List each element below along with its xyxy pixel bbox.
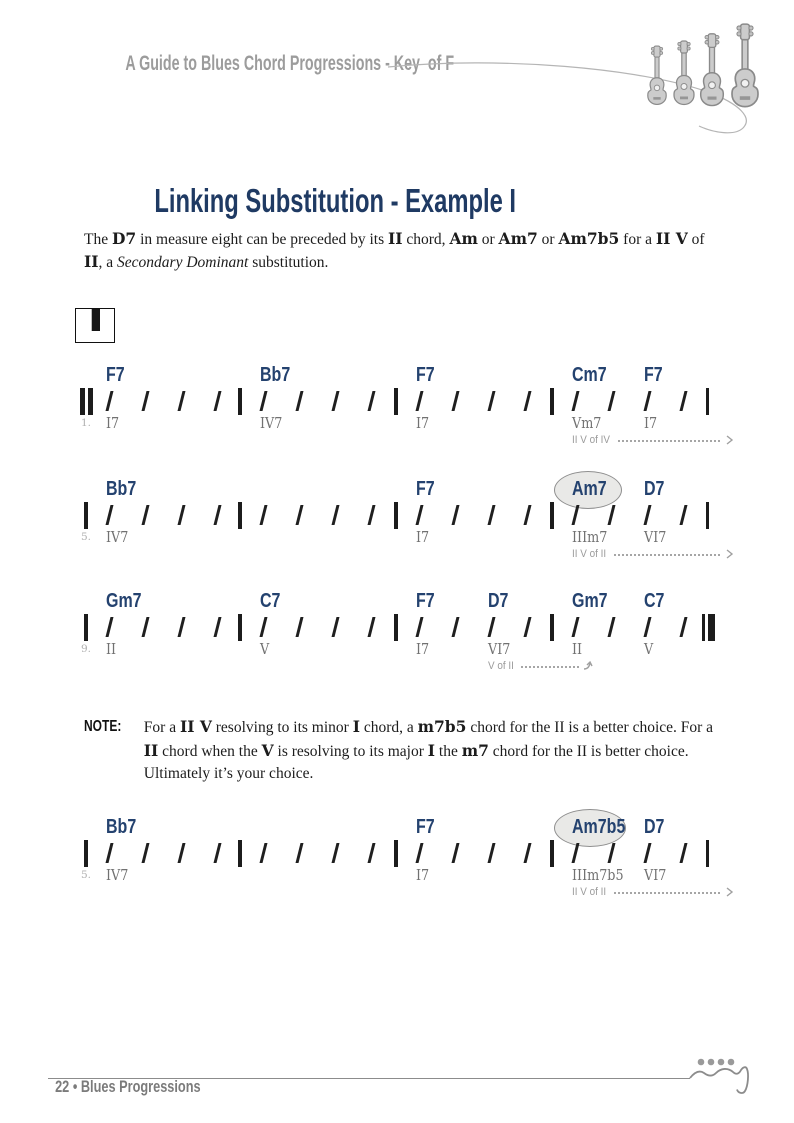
chord-row [80, 816, 728, 839]
beat-slash [680, 617, 688, 637]
beat-slash [142, 617, 150, 637]
chord-system-measures-5-8 [80, 478, 728, 566]
barline [238, 840, 242, 867]
beat-slash [296, 391, 304, 411]
text-segment: , a [98, 254, 118, 271]
barline [394, 614, 398, 641]
note-block [84, 716, 720, 786]
chord-label: D7 [488, 590, 509, 612]
beat-slash [332, 617, 340, 637]
beat-slash [416, 391, 424, 411]
roman-numeral-label: V [260, 640, 270, 658]
roman-numeral-label: I7 [416, 528, 430, 546]
roman-numeral-label: IIIm7 [572, 528, 608, 546]
final-thin-barline [702, 614, 705, 641]
beat-slash [608, 617, 616, 637]
footer-dot [728, 1059, 735, 1066]
footer-dot [698, 1059, 705, 1066]
text-segment: Am [449, 229, 478, 248]
text-segment: chord, a [359, 719, 418, 736]
beat-slash [680, 391, 688, 411]
beat-slash [106, 391, 114, 411]
text-segment: resolving to its minor [211, 719, 353, 736]
chord-label: C7 [260, 590, 281, 612]
footer-page-number: 22 [55, 1077, 70, 1096]
chord-label: F7 [416, 816, 435, 838]
roman-numeral-label: Vm7 [572, 414, 602, 432]
numeral-row [80, 528, 728, 547]
text-segment: I [352, 717, 360, 736]
beat-slash [572, 843, 580, 863]
text-segment: D7 [111, 229, 137, 248]
beat-slash [416, 617, 424, 637]
beat-slash [368, 391, 376, 411]
start-double-barline [88, 388, 93, 415]
text-segment: substitution. [248, 254, 329, 271]
roman-numeral-label: I7 [106, 414, 120, 432]
beat-slash [488, 391, 496, 411]
beat-slash [142, 505, 150, 525]
beat-slash [488, 617, 496, 637]
beat-slash [178, 843, 186, 863]
text-segment: in measure eight can be preceded by its [136, 231, 388, 248]
start-barline [84, 840, 88, 867]
beat-slash [524, 391, 532, 411]
secondary-dominant-annotation [572, 433, 734, 447]
footer-separator: • [72, 1077, 78, 1096]
barline [550, 614, 554, 641]
barline [550, 840, 554, 867]
barline [394, 502, 398, 529]
roman-numeral-label: VI7 [488, 640, 511, 658]
ukulele-icon [648, 46, 666, 104]
slash-row [80, 502, 728, 530]
text-segment: V [261, 740, 274, 760]
beat-slash [296, 505, 304, 525]
chord-label: F7 [644, 364, 663, 386]
chord-label: Am7b5 [572, 816, 626, 838]
barline [394, 388, 398, 415]
roman-numeral-label: I7 [416, 866, 430, 884]
text-segment: chord when the [158, 742, 262, 760]
chord-label: Am7 [572, 478, 607, 500]
beat-slash [680, 843, 688, 863]
text-segment: of [687, 231, 705, 248]
measure-number: 5. [81, 531, 92, 543]
chord-label: F7 [416, 590, 435, 612]
text-segment: for a [619, 231, 656, 248]
text-segment: m7b5 [417, 717, 467, 736]
chord-label: D7 [644, 478, 665, 500]
roman-numeral-label: V [644, 640, 654, 658]
text-segment: For a [143, 719, 180, 736]
roman-numeral-label: II [106, 640, 117, 658]
beat-slash [524, 505, 532, 525]
roman-numeral-label: VI7 [644, 528, 667, 546]
footer-dot [708, 1059, 715, 1066]
annotation-dotted-line [614, 554, 720, 556]
beat-slash [452, 843, 460, 863]
beat-slash [106, 505, 114, 525]
chord-label: F7 [106, 364, 125, 386]
beat-slash [416, 843, 424, 863]
slash-row [80, 388, 728, 416]
end-barline [706, 840, 709, 867]
beat-slash [214, 391, 222, 411]
beat-slash [332, 391, 340, 411]
beat-slash [178, 391, 186, 411]
chord-label: Bb7 [106, 816, 137, 838]
beat-slash [416, 505, 424, 525]
beat-slash [452, 505, 460, 525]
annotation-text: II V of II [572, 886, 607, 898]
text-segment: II [84, 252, 99, 271]
chord-system-measures-1-4 [80, 364, 728, 452]
annotation-text: II V of II [572, 548, 607, 560]
text-segment: chord for the II is better choice. Ultimately it’s your choice. [143, 742, 689, 782]
beat-slash [368, 843, 376, 863]
measure-number: 5. [81, 869, 92, 881]
roman-numeral-label: IV7 [106, 528, 129, 546]
beat-slash [608, 505, 616, 525]
beat-slash [260, 843, 268, 863]
beat-slash [178, 617, 186, 637]
chord-label: Bb7 [260, 364, 291, 386]
barline [550, 388, 554, 415]
secondary-dominant-annotation [572, 547, 734, 561]
chord-label: Cm7 [572, 364, 607, 386]
beat-slash [214, 843, 222, 863]
beat-slash [572, 617, 580, 637]
annotation-text: V of II [488, 660, 514, 672]
beat-slash [368, 505, 376, 525]
text-segment: is resolving to its major [273, 742, 428, 760]
chord-label: D7 [644, 816, 665, 838]
text-segment: The [84, 231, 112, 248]
beat-slash [524, 617, 532, 637]
ukulele-icon [701, 34, 724, 106]
right-arrow-icon [724, 548, 734, 560]
numeral-row [80, 640, 728, 659]
chord-label: C7 [644, 590, 665, 612]
chord-row [80, 478, 728, 501]
text-segment: chord for the II is a better choice. For a [466, 719, 714, 736]
roman-numeral-label: I7 [416, 414, 430, 432]
beat-slash [452, 391, 460, 411]
footer-decoration [0, 1040, 794, 1110]
roman-numeral-I-glyph [91, 309, 100, 331]
document-header-title: A Guide to Blues Chord Progressions - Key of F [125, 52, 455, 75]
chord-row [80, 364, 728, 387]
beat-slash [214, 505, 222, 525]
note-text [144, 716, 720, 786]
annotation-dotted-line [614, 892, 720, 894]
hook-arrow-icon [583, 660, 593, 672]
beat-slash [452, 617, 460, 637]
beat-slash [572, 391, 580, 411]
annotation-text: II V of IV [572, 434, 610, 446]
ukulele-icon [732, 24, 758, 107]
footer-squiggle-line [690, 1067, 748, 1093]
page-title: Linking Substitution - Example I [154, 182, 517, 219]
text-segment: Am7b5 [558, 229, 620, 248]
annotation-dotted-line [521, 666, 579, 668]
barline [394, 840, 398, 867]
annotation-dotted-line [618, 440, 720, 442]
beat-slash [644, 391, 652, 411]
start-barline [84, 614, 88, 641]
beat-slash [260, 391, 268, 411]
roman-numeral-label: II [572, 640, 583, 658]
chord-label: Bb7 [106, 478, 137, 500]
beat-slash [644, 617, 652, 637]
chord-label: Gm7 [106, 590, 142, 612]
beat-slash [260, 505, 268, 525]
barline [238, 614, 242, 641]
text-segment: the [435, 742, 462, 760]
note-label: NOTE: [84, 718, 122, 735]
footer-dot [718, 1059, 725, 1066]
beat-slash [608, 843, 616, 863]
beat-slash [214, 617, 222, 637]
text-segment: I [427, 740, 436, 760]
text-segment: or [537, 231, 559, 248]
beat-slash [296, 843, 304, 863]
roman-numeral-label: I7 [644, 414, 658, 432]
beat-slash [332, 843, 340, 863]
text-segment: II [143, 740, 159, 760]
text-segment: II [388, 229, 403, 248]
chord-system-measures-5-8-alt [80, 816, 728, 904]
barline [238, 388, 242, 415]
roman-numeral-box [75, 308, 115, 343]
start-barline [84, 502, 88, 529]
roman-numeral-label: IIIm7b5 [572, 866, 624, 884]
beat-slash [644, 843, 652, 863]
beat-slash [260, 617, 268, 637]
right-arrow-icon [724, 434, 734, 446]
ukulele-icon [674, 41, 694, 105]
beat-slash [142, 391, 150, 411]
slash-row [80, 614, 728, 642]
beat-slash [178, 505, 186, 525]
footer-book-title: Blues Progressions [80, 1077, 201, 1096]
measure-number: 9. [81, 643, 92, 655]
roman-numeral-label: I7 [416, 640, 430, 658]
end-barline [706, 388, 709, 415]
start-double-barline [80, 388, 85, 415]
barline [238, 502, 242, 529]
beat-slash [680, 505, 688, 525]
beat-slash [332, 505, 340, 525]
chord-label: F7 [416, 478, 435, 500]
header-decoration [0, 0, 794, 150]
beat-slash [106, 617, 114, 637]
beat-slash [106, 843, 114, 863]
beat-slash [488, 505, 496, 525]
roman-numeral-label: IV7 [106, 866, 129, 884]
beat-slash [368, 617, 376, 637]
beat-slash [488, 843, 496, 863]
chord-system-measures-9-12 [80, 590, 728, 678]
measure-number: 1. [81, 417, 92, 429]
end-barline [706, 502, 709, 529]
chord-row [80, 590, 728, 613]
slash-row [80, 840, 728, 868]
text-segment: II V [179, 717, 212, 736]
beat-slash [572, 505, 580, 525]
barline [550, 502, 554, 529]
beat-slash [644, 505, 652, 525]
numeral-row [80, 866, 728, 885]
right-arrow-icon [724, 886, 734, 898]
text-segment: Am7 [498, 229, 538, 248]
beat-slash [296, 617, 304, 637]
secondary-dominant-annotation [488, 659, 614, 673]
roman-numeral-label: VI7 [644, 866, 667, 884]
numeral-row [80, 414, 728, 433]
text-segment: II V [655, 229, 688, 248]
secondary-dominant-annotation [572, 885, 734, 899]
beat-slash [524, 843, 532, 863]
roman-numeral-label: IV7 [260, 414, 283, 432]
chord-label: F7 [416, 364, 435, 386]
text-segment: m7 [461, 740, 489, 760]
final-thick-barline [708, 614, 715, 641]
beat-slash [608, 391, 616, 411]
beat-slash [142, 843, 150, 863]
text-segment: or [477, 231, 499, 248]
text-segment: chord, [402, 231, 450, 248]
intro-paragraph [84, 228, 706, 274]
chord-label: Gm7 [572, 590, 608, 612]
text-segment: Secondary Dominant [117, 254, 249, 271]
